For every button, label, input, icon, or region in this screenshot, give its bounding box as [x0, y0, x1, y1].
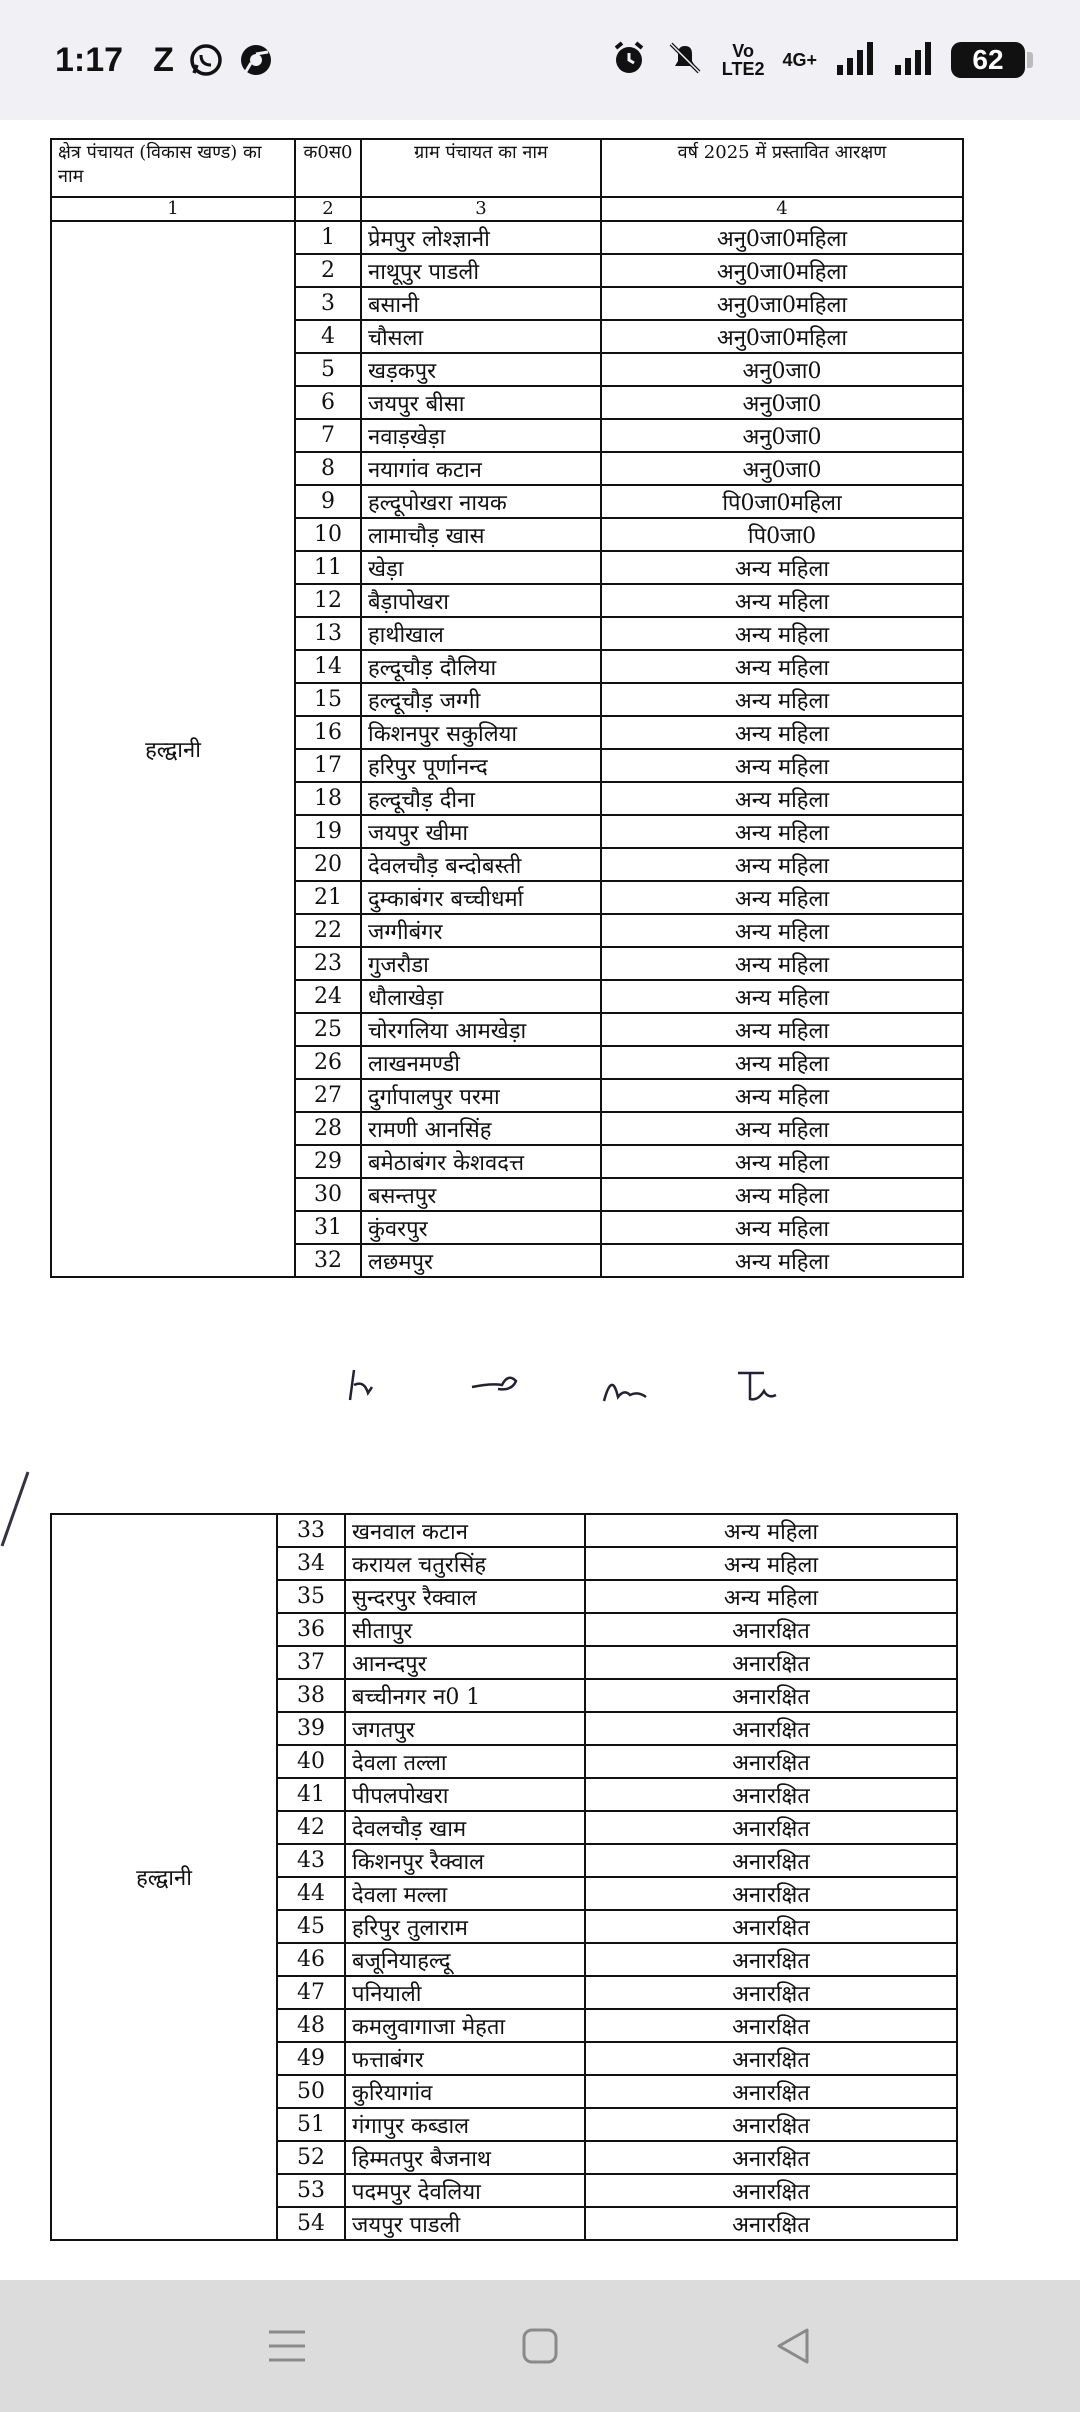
reservation-cell: अनु0जा0 — [601, 353, 963, 386]
reservation-cell: अनारक्षित — [585, 2141, 957, 2174]
village-name-cell: किशनपुर सकुलिया — [361, 716, 601, 749]
chrome-like-icon — [238, 42, 274, 78]
serial-number-cell: 43 — [277, 1844, 345, 1877]
village-name-cell: बसन्तपुर — [361, 1178, 601, 1211]
serial-number-cell: 48 — [277, 2009, 345, 2042]
reservation-cell: अनारक्षित — [585, 1877, 957, 1910]
serial-number-cell: 42 — [277, 1811, 345, 1844]
serial-number-cell: 8 — [295, 452, 361, 485]
network-type: 4G+ — [782, 49, 817, 70]
serial-number-cell: 37 — [277, 1646, 345, 1679]
village-name-cell: दुर्गापालपुर परमा — [361, 1079, 601, 1112]
village-name-cell: बमेठाबंगर केशवदत्त — [361, 1145, 601, 1178]
status-right — [610, 39, 1025, 82]
village-name-cell: आनन्दपुर — [345, 1646, 585, 1679]
serial-number-cell: 1 — [295, 221, 361, 254]
village-name-cell: हिम्मतपुर बैजनाथ — [345, 2141, 585, 2174]
village-name-cell: किशनपुर रैक्वाल — [345, 1844, 585, 1877]
village-name-cell: हल्दूपोखरा नायक — [361, 485, 601, 518]
village-name-cell: लछमपुर — [361, 1244, 601, 1277]
reservation-cell: अन्य महिला — [601, 980, 963, 1013]
serial-number-cell: 25 — [295, 1013, 361, 1046]
village-name-cell: पदमपुर देवलिया — [345, 2174, 585, 2207]
table-row — [51, 221, 963, 254]
village-name-cell: खड़कपुर — [361, 353, 601, 386]
reservation-cell: अनारक्षित — [585, 2207, 957, 2240]
reservation-cell: अनारक्षित — [585, 1976, 957, 2009]
serial-number-cell: 40 — [277, 1745, 345, 1778]
village-name-cell: गंगापुर कब्डाल — [345, 2108, 585, 2141]
signal-icon-1 — [835, 41, 875, 80]
col-header-reservation: वर्ष 2025 में प्रस्तावित आरक्षण — [601, 139, 963, 197]
signatures — [340, 1365, 790, 1405]
village-name-cell: पनियाली — [345, 1976, 585, 2009]
serial-number-cell: 7 — [295, 419, 361, 452]
village-name-cell: नवाड़खेड़ा — [361, 419, 601, 452]
serial-number-cell: 13 — [295, 617, 361, 650]
col-number: 4 — [601, 197, 963, 221]
serial-number-cell: 27 — [295, 1079, 361, 1112]
serial-number-cell: 9 — [295, 485, 361, 518]
reservation-cell: अन्य महिला — [601, 1211, 963, 1244]
village-name-cell: बैड़ापोखरा — [361, 584, 601, 617]
reservation-cell: अनु0जा0महिला — [601, 221, 963, 254]
village-name-cell: प्रेमपुर लोश्ज्ञानी — [361, 221, 601, 254]
village-name-cell: कुरियागांव — [345, 2075, 585, 2108]
home-square-icon[interactable] — [510, 2316, 570, 2376]
reservation-cell: अनारक्षित — [585, 1778, 957, 1811]
village-name-cell: हल्दूचौड़ जग्गी — [361, 683, 601, 716]
back-triangle-icon[interactable] — [763, 2316, 823, 2376]
signature-2 — [470, 1365, 530, 1405]
reservation-cell: अन्य महिला — [601, 782, 963, 815]
reservation-cell: अन्य महिला — [601, 1145, 963, 1178]
serial-number-cell: 15 — [295, 683, 361, 716]
reservation-cell: अन्य महिला — [585, 1547, 957, 1580]
serial-number-cell: 31 — [295, 1211, 361, 1244]
signature-4 — [730, 1365, 790, 1405]
village-name-cell: हल्दूचौड़ दीना — [361, 782, 601, 815]
village-name-cell: रामणी आनसिंह — [361, 1112, 601, 1145]
reservation-cell: अनारक्षित — [585, 1943, 957, 1976]
reservation-cell: अनारक्षित — [585, 1745, 957, 1778]
signature-3 — [600, 1365, 660, 1405]
reservation-cell: अनु0जा0 — [601, 419, 963, 452]
serial-number-cell: 29 — [295, 1145, 361, 1178]
serial-number-cell: 10 — [295, 518, 361, 551]
serial-number-cell: 51 — [277, 2108, 345, 2141]
serial-number-cell: 45 — [277, 1910, 345, 1943]
serial-number-cell: 41 — [277, 1778, 345, 1811]
column-number-row — [51, 197, 963, 221]
serial-number-cell: 39 — [277, 1712, 345, 1745]
serial-number-cell: 21 — [295, 881, 361, 914]
reservation-cell: अनु0जा0महिला — [601, 287, 963, 320]
signature-1 — [340, 1365, 400, 1405]
reservation-cell: अन्य महिला — [601, 716, 963, 749]
village-name-cell: कमलुवागाजा मेहता — [345, 2009, 585, 2042]
reservation-cell: पि0जा0महिला — [601, 485, 963, 518]
navigation-bar — [0, 2280, 1080, 2412]
reservation-cell: अनारक्षित — [585, 2075, 957, 2108]
z-app-icon: Z — [153, 40, 174, 79]
reservation-table-2 — [50, 1513, 958, 2241]
village-name-cell: हरिपुर तुलाराम — [345, 1910, 585, 1943]
village-name-cell: देवलचौड़ खाम — [345, 1811, 585, 1844]
serial-number-cell: 17 — [295, 749, 361, 782]
reservation-cell: अनारक्षित — [585, 1679, 957, 1712]
serial-number-cell: 4 — [295, 320, 361, 353]
serial-number-cell: 54 — [277, 2207, 345, 2240]
reservation-cell: अन्य महिला — [601, 1046, 963, 1079]
serial-number-cell: 23 — [295, 947, 361, 980]
reservation-cell: अनु0जा0 — [601, 452, 963, 485]
margin-pen-mark — [0, 1470, 30, 1550]
reservation-cell: अन्य महिला — [601, 947, 963, 980]
reservation-cell: अन्य महिला — [601, 1112, 963, 1145]
serial-number-cell: 16 — [295, 716, 361, 749]
block-name-cell: हल्द्वानी — [51, 1514, 277, 2240]
reservation-cell: अन्य महिला — [585, 1514, 957, 1547]
village-name-cell: चौसला — [361, 320, 601, 353]
village-name-cell: गुजरौडा — [361, 947, 601, 980]
col-header-block: क्षेत्र पंचायत (विकास खण्ड) का नाम — [51, 139, 295, 197]
reservation-cell: अन्य महिला — [601, 848, 963, 881]
header-row — [51, 139, 963, 197]
village-name-cell: जग्गीबंगर — [361, 914, 601, 947]
whatsapp-icon — [188, 42, 224, 78]
table-row — [51, 1514, 957, 1547]
reservation-cell: अन्य महिला — [601, 914, 963, 947]
village-name-cell: कुंवरपुर — [361, 1211, 601, 1244]
page-2 — [50, 1513, 958, 2241]
village-name-cell: धौलाखेड़ा — [361, 980, 601, 1013]
reservation-cell: अनु0जा0महिला — [601, 254, 963, 287]
serial-number-cell: 53 — [277, 2174, 345, 2207]
village-name-cell: देवलचौड़ बन्दोबस्ती — [361, 848, 601, 881]
reservation-cell: अनारक्षित — [585, 1613, 957, 1646]
status-time: 1:17 — [55, 40, 124, 79]
col-number: 1 — [51, 197, 295, 221]
recents-menu-icon[interactable] — [257, 2316, 317, 2376]
volte-top: Vo — [732, 41, 754, 61]
village-name-cell: करायल चतुरसिंह — [345, 1547, 585, 1580]
village-name-cell: सीतापुर — [345, 1613, 585, 1646]
village-name-cell: फत्ताबंगर — [345, 2042, 585, 2075]
reservation-cell: अनारक्षित — [585, 1712, 957, 1745]
reservation-cell: अनारक्षित — [585, 2042, 957, 2075]
village-name-cell: सुन्दरपुर रैक्वाल — [345, 1580, 585, 1613]
serial-number-cell: 26 — [295, 1046, 361, 1079]
serial-number-cell: 6 — [295, 386, 361, 419]
serial-number-cell: 34 — [277, 1547, 345, 1580]
village-name-cell: नाथूपुर पाडली — [361, 254, 601, 287]
serial-number-cell: 38 — [277, 1679, 345, 1712]
village-name-cell: हल्दूचौड़ दौलिया — [361, 650, 601, 683]
status-bar — [0, 0, 1080, 120]
serial-number-cell: 33 — [277, 1514, 345, 1547]
signal-icon-2 — [893, 41, 933, 80]
battery-icon — [951, 42, 1025, 78]
mute-icon — [666, 39, 704, 82]
block-name-cell: हल्द्वानी — [51, 221, 295, 1277]
volte-indicator — [722, 42, 765, 78]
page-1 — [50, 138, 964, 1278]
village-name-cell: खनवाल कटान — [345, 1514, 585, 1547]
village-name-cell: जगतपुर — [345, 1712, 585, 1745]
serial-number-cell: 46 — [277, 1943, 345, 1976]
village-name-cell: चोरगलिया आमखेड़ा — [361, 1013, 601, 1046]
reservation-cell: अनु0जा0महिला — [601, 320, 963, 353]
serial-number-cell: 28 — [295, 1112, 361, 1145]
serial-number-cell: 35 — [277, 1580, 345, 1613]
serial-number-cell: 12 — [295, 584, 361, 617]
reservation-cell: अनारक्षित — [585, 1646, 957, 1679]
serial-number-cell: 14 — [295, 650, 361, 683]
serial-number-cell: 24 — [295, 980, 361, 1013]
volte-bottom: LTE2 — [721, 59, 765, 79]
reservation-cell: अन्य महिला — [601, 749, 963, 782]
village-name-cell: देवला तल्ला — [345, 1745, 585, 1778]
village-name-cell: जयपुर पाडली — [345, 2207, 585, 2240]
col-header-village: ग्राम पंचायत का नाम — [361, 139, 601, 197]
serial-number-cell: 36 — [277, 1613, 345, 1646]
village-name-cell: लामाचौड़ खास — [361, 518, 601, 551]
reservation-cell: अनु0जा0 — [601, 386, 963, 419]
serial-number-cell: 50 — [277, 2075, 345, 2108]
reservation-cell: अनारक्षित — [585, 1844, 957, 1877]
reservation-cell: अन्य महिला — [601, 1013, 963, 1046]
reservation-cell: अन्य महिला — [601, 1079, 963, 1112]
reservation-cell: अन्य महिला — [601, 551, 963, 584]
village-name-cell: देवला मल्ला — [345, 1877, 585, 1910]
reservation-cell: अन्य महिला — [601, 881, 963, 914]
reservation-cell: अनारक्षित — [585, 2108, 957, 2141]
reservation-cell: अन्य महिला — [601, 815, 963, 848]
serial-number-cell: 11 — [295, 551, 361, 584]
reservation-cell: अन्य महिला — [601, 1244, 963, 1277]
village-name-cell: हरिपुर पूर्णानन्द — [361, 749, 601, 782]
village-name-cell: खेड़ा — [361, 551, 601, 584]
reservation-cell: अन्य महिला — [601, 1178, 963, 1211]
serial-number-cell: 30 — [295, 1178, 361, 1211]
village-name-cell: दुम्काबंगर बच्चीधर्मा — [361, 881, 601, 914]
village-name-cell: बजूनियाहल्दू — [345, 1943, 585, 1976]
village-name-cell: बच्चीनगर न0 1 — [345, 1679, 585, 1712]
col-header-sn: क0स0 — [295, 139, 361, 197]
battery-level: 62 — [972, 44, 1004, 75]
village-name-cell: हाथीखाल — [361, 617, 601, 650]
document-viewer[interactable] — [0, 120, 1080, 2280]
serial-number-cell: 3 — [295, 287, 361, 320]
serial-number-cell: 47 — [277, 1976, 345, 2009]
reservation-cell: अनारक्षित — [585, 2009, 957, 2042]
serial-number-cell: 49 — [277, 2042, 345, 2075]
reservation-cell: पि0जा0 — [601, 518, 963, 551]
village-name-cell: नयागांव कटान — [361, 452, 601, 485]
reservation-cell: अन्य महिला — [601, 683, 963, 716]
serial-number-cell: 52 — [277, 2141, 345, 2174]
reservation-cell: अन्य महिला — [601, 584, 963, 617]
reservation-cell: अनारक्षित — [585, 1910, 957, 1943]
serial-number-cell: 22 — [295, 914, 361, 947]
village-name-cell: जयपुर खीमा — [361, 815, 601, 848]
serial-number-cell: 2 — [295, 254, 361, 287]
alarm-icon — [610, 39, 648, 82]
serial-number-cell: 5 — [295, 353, 361, 386]
col-number: 2 — [295, 197, 361, 221]
serial-number-cell: 32 — [295, 1244, 361, 1277]
village-name-cell: बसानी — [361, 287, 601, 320]
village-name-cell: पीपलपोखरा — [345, 1778, 585, 1811]
village-name-cell: जयपुर बीसा — [361, 386, 601, 419]
serial-number-cell: 44 — [277, 1877, 345, 1910]
serial-number-cell: 20 — [295, 848, 361, 881]
reservation-cell: अनारक्षित — [585, 1811, 957, 1844]
col-number: 3 — [361, 197, 601, 221]
reservation-cell: अन्य महिला — [601, 617, 963, 650]
village-name-cell: लाखनमण्डी — [361, 1046, 601, 1079]
reservation-cell: अन्य महिला — [585, 1580, 957, 1613]
reservation-cell: अनारक्षित — [585, 2174, 957, 2207]
reservation-cell: अन्य महिला — [601, 650, 963, 683]
reservation-table-1 — [50, 138, 964, 1278]
serial-number-cell: 18 — [295, 782, 361, 815]
serial-number-cell: 19 — [295, 815, 361, 848]
